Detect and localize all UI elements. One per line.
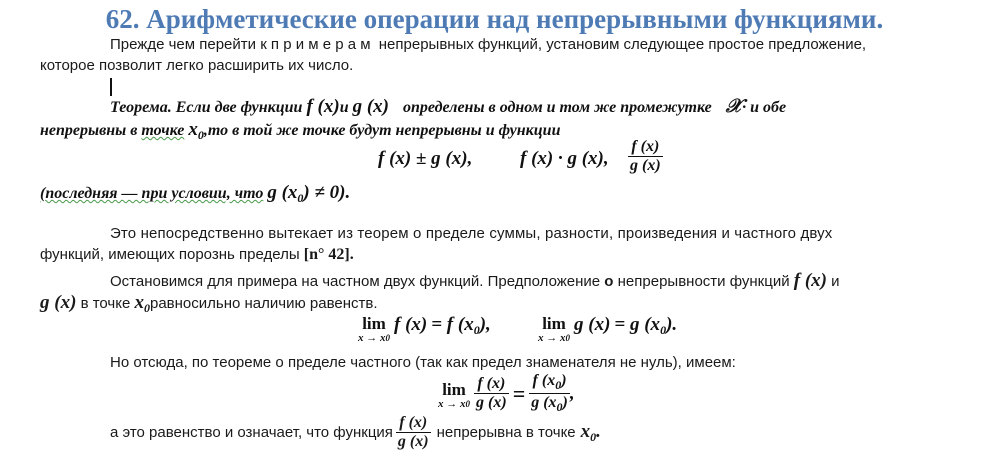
theorem-line-1: Теорема. Если две функции f (x)и g (x) определены в одном и том же промежутке 𝒳· и обе bbox=[110, 96, 787, 117]
formula-product: f (x) · g (x), bbox=[520, 148, 609, 169]
para3-line: Но отсюда, по теореме о пределе частного (так как предел знаменателя не нуль), имеем: bbox=[110, 354, 736, 371]
theorem-fx: f (x) bbox=[306, 96, 340, 117]
para2-and: и bbox=[831, 273, 840, 290]
para2-x0: $x_0$ bbox=[134, 292, 150, 315]
lim2-rhs: = g $(x_0)$. bbox=[614, 314, 678, 337]
lim-operator-3: lim x → x0 bbox=[438, 379, 470, 410]
lim1-fx: f (x) bbox=[394, 314, 428, 335]
final-text-a: а это равенство и означает, что функция bbox=[110, 424, 393, 441]
quotient-denominator: g (x) bbox=[630, 157, 661, 174]
limit-equation-1 bbox=[358, 314, 491, 344]
condition-text: (последняя — при условии, что bbox=[40, 185, 264, 202]
lim-operator-2: lim x → x0 bbox=[538, 314, 570, 344]
quot-comma: , bbox=[569, 382, 575, 404]
quot-equals: = bbox=[512, 380, 526, 406]
para2-text-b: непрерывности функций bbox=[617, 273, 790, 290]
para2-gx: g (x) bbox=[40, 292, 77, 313]
intro-line-2: которое позволит легко расширить их число. bbox=[40, 57, 354, 74]
para2-line-2 bbox=[40, 292, 378, 316]
lim1-rhs: = f $(x_0)$, bbox=[431, 314, 491, 337]
theorem-line2-b: ,то в той же точке будут непрерывны и функции bbox=[203, 122, 561, 139]
theorem-gx: g (x) bbox=[352, 96, 389, 117]
section-title: 62. Арифметические операции над непрерывными функциями. bbox=[105, 4, 884, 34]
quot-left-fraction: $\frac{f (x)}{g (x)}$ bbox=[476, 375, 507, 411]
para2-line2-b: равносильно наличию равенств. bbox=[150, 295, 378, 312]
theorem-interval-x: 𝒳 bbox=[725, 96, 743, 117]
limit-equation-2 bbox=[538, 314, 677, 344]
theorem-text-3: и обе bbox=[750, 99, 787, 116]
quotient-numerator: f (x) bbox=[628, 138, 663, 157]
quot-right-fraction: $\frac{f (x_0)}{g (x_0)}$ bbox=[531, 372, 568, 414]
intro-text-b: непрерывных функций, установим следующее простое предложение, bbox=[378, 36, 867, 53]
final-x0: $x_0$. bbox=[580, 420, 601, 444]
theorem-x0: $x_0$ bbox=[188, 119, 204, 142]
quotient-limit-equation bbox=[438, 372, 575, 415]
para2-line2-a: в точке bbox=[80, 295, 131, 312]
theorem-line2-a: непрерывны в bbox=[40, 122, 138, 139]
formula-sum-diff: f (x) ± g (x), bbox=[378, 148, 473, 169]
theorem-text-2: определены в одном и том же промежутке bbox=[403, 99, 712, 116]
final-text-b: непрерывна в точке bbox=[436, 424, 576, 441]
condition-g: g $(x_0) \ne 0$). bbox=[267, 182, 351, 205]
theorem-and: и bbox=[339, 99, 349, 116]
theorem-line-2 bbox=[40, 119, 560, 143]
final-fraction: $\frac{f (x)}{g (x)}$ bbox=[397, 414, 429, 450]
para1-line-1: Это непосредственно вытекает из теорем о пределе суммы, разности, произведения и частного двух bbox=[110, 225, 833, 242]
para1-ref: [n° 42]. bbox=[303, 246, 354, 263]
lim2-gx: g (x) bbox=[574, 314, 611, 335]
final-line bbox=[110, 414, 601, 451]
para1-line-2 bbox=[40, 246, 354, 264]
para2-o: о bbox=[604, 273, 614, 290]
lim-operator-1: lim x → x0 bbox=[358, 314, 390, 344]
para2-line-1 bbox=[110, 270, 840, 292]
theorem-condition bbox=[40, 182, 350, 206]
intro-line-1 bbox=[110, 36, 866, 53]
intro-text-a: Прежде чем перейти bbox=[110, 36, 257, 53]
para2-fx: f (x) bbox=[793, 270, 827, 291]
intro-spaced-word: к п р и м е р а м bbox=[260, 36, 371, 53]
theorem-text-1: Если две функции bbox=[175, 99, 303, 116]
para1-text: функций, имеющих порознь пределы bbox=[40, 246, 300, 263]
text-cursor bbox=[110, 78, 112, 96]
para2-text: Остановимся для примера на частном двух функций. Предположение bbox=[110, 273, 601, 290]
theorem-label: Теорема. bbox=[110, 99, 172, 116]
theorem-tochke: точке bbox=[141, 122, 185, 139]
formula-quotient bbox=[628, 138, 663, 175]
